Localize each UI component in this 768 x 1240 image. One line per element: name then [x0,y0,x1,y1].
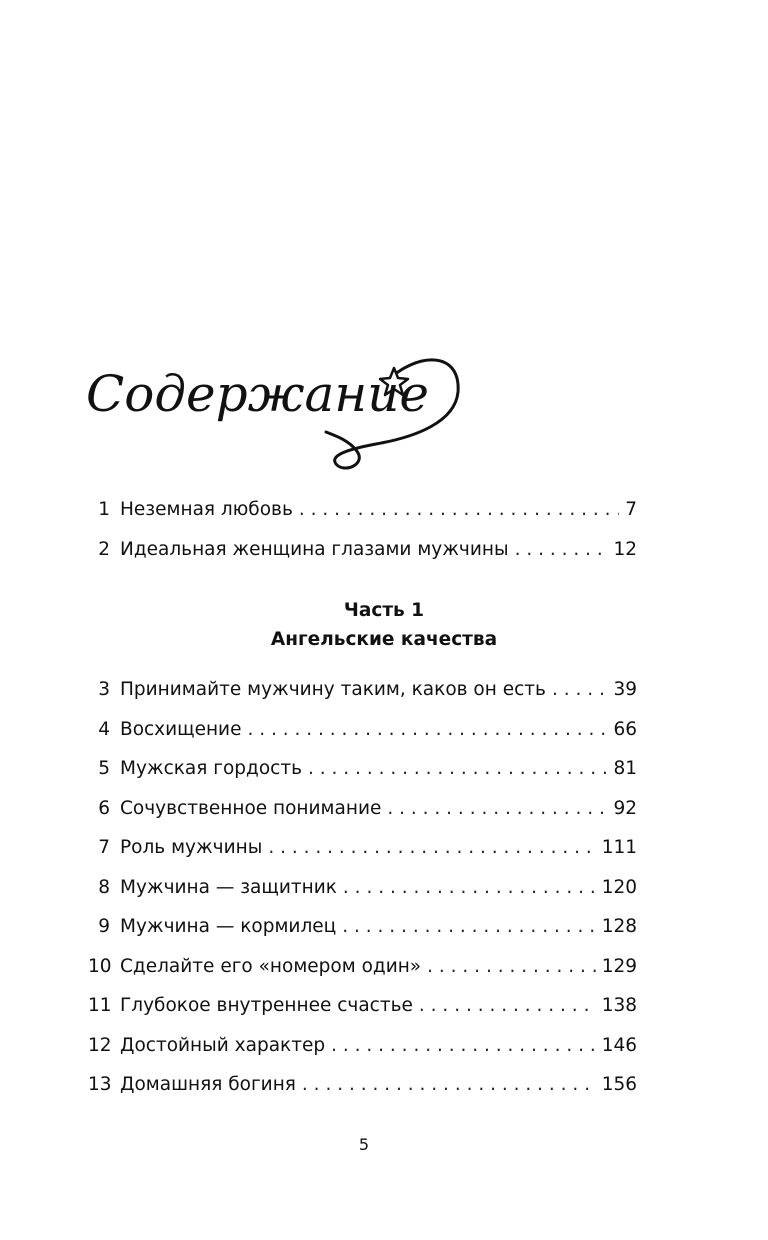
toc-dot-leader [381,797,607,821]
toc-entry-page: 66 [613,718,637,740]
toc-entry-page: 7 [625,499,637,520]
toc-dot-leader [293,498,619,522]
toc-entry-number: 1 [98,499,110,520]
toc-dot-leader [413,994,596,1018]
toc-entry[interactable] [88,1034,637,1074]
part-label: Часть 1 [343,600,425,621]
toc-entry[interactable] [88,718,637,758]
toc-dot-leader [325,1034,596,1058]
toc-entry-page: 120 [601,876,637,898]
toc-dot-leader [337,876,596,900]
toc-dot-leader [336,915,595,939]
toc-entry-number: 9 [98,916,110,937]
toc-entry-number: 13 [88,1074,112,1095]
toc-entry[interactable] [88,757,637,797]
toc-dot-leader [546,678,608,702]
toc-entry[interactable] [88,915,637,955]
page-title: Содержание [86,365,430,423]
toc-entry-number: 11 [88,995,112,1016]
toc-entry-page: 111 [601,837,637,858]
toc-entry-title: Идеальная женщина глазами мужчины [120,538,509,560]
toc-dot-leader [302,757,607,781]
toc-dot-leader [509,538,608,562]
toc-entry[interactable] [88,498,637,538]
toc-entry-title: Глубокое внутреннее счастье [120,995,413,1016]
toc-entry-page: 92 [613,797,637,819]
toc-entry-title: Неземная любовь [120,499,293,520]
toc-entry-page: 81 [613,758,637,779]
toc-entry-number: 8 [98,876,110,898]
toc-entry[interactable] [88,836,637,876]
toc-entry-page: 39 [613,679,637,700]
toc-dot-leader [262,836,595,860]
toc-intro-list [88,498,637,577]
toc-entry[interactable] [88,1073,637,1113]
toc-entry-page: 129 [601,955,637,977]
toc-entry-number: 6 [98,797,110,819]
toc-entry-title: Сочувственное понимание [120,797,382,819]
toc-entry[interactable] [88,797,637,837]
toc-dot-leader [296,1073,596,1097]
toc-entry-title: Мужчина — кормилец [120,916,337,937]
toc-entry-number: 3 [98,679,110,700]
toc-dot-leader [241,718,607,742]
toc-entry-title: Достойный характер [120,1034,326,1056]
toc-part-list [88,678,637,1113]
toc-entry-title: Восхищение [120,718,242,740]
toc-entry-number: 5 [98,758,110,779]
toc-entry[interactable] [88,955,637,995]
toc-entry[interactable] [88,538,637,578]
title-block [86,352,466,482]
toc-entry[interactable] [88,678,637,718]
toc-entry[interactable] [88,994,637,1034]
toc-entry-title: Принимайте мужчину таким, каков он есть [120,679,546,700]
part-heading [0,596,768,654]
toc-entry-page: 128 [601,916,637,937]
toc-entry-number: 7 [98,837,110,858]
toc-entry-title: Роль мужчины [120,837,263,858]
toc-entry-page: 138 [601,995,637,1016]
toc-dot-leader [421,955,596,979]
toc-entry-title: Мужская гордость [120,758,303,779]
toc-entry-number: 12 [88,1034,112,1056]
toc-entry-title: Мужчина — защитник [120,876,337,898]
toc-entry-page: 12 [613,538,637,560]
toc-entry[interactable] [88,876,637,916]
toc-entry-title: Домашняя богиня [120,1074,296,1095]
toc-entry-number: 4 [98,718,110,740]
toc-entry-number: 2 [98,538,110,560]
toc-entry-number: 10 [88,955,112,977]
toc-entry-title: Сделайте его «номером один» [120,955,422,977]
page-number: 5 [358,1135,370,1154]
toc-entry-page: 146 [601,1034,637,1056]
toc-entry-page: 156 [601,1074,637,1095]
part-name: Ангельские качества [270,629,498,650]
